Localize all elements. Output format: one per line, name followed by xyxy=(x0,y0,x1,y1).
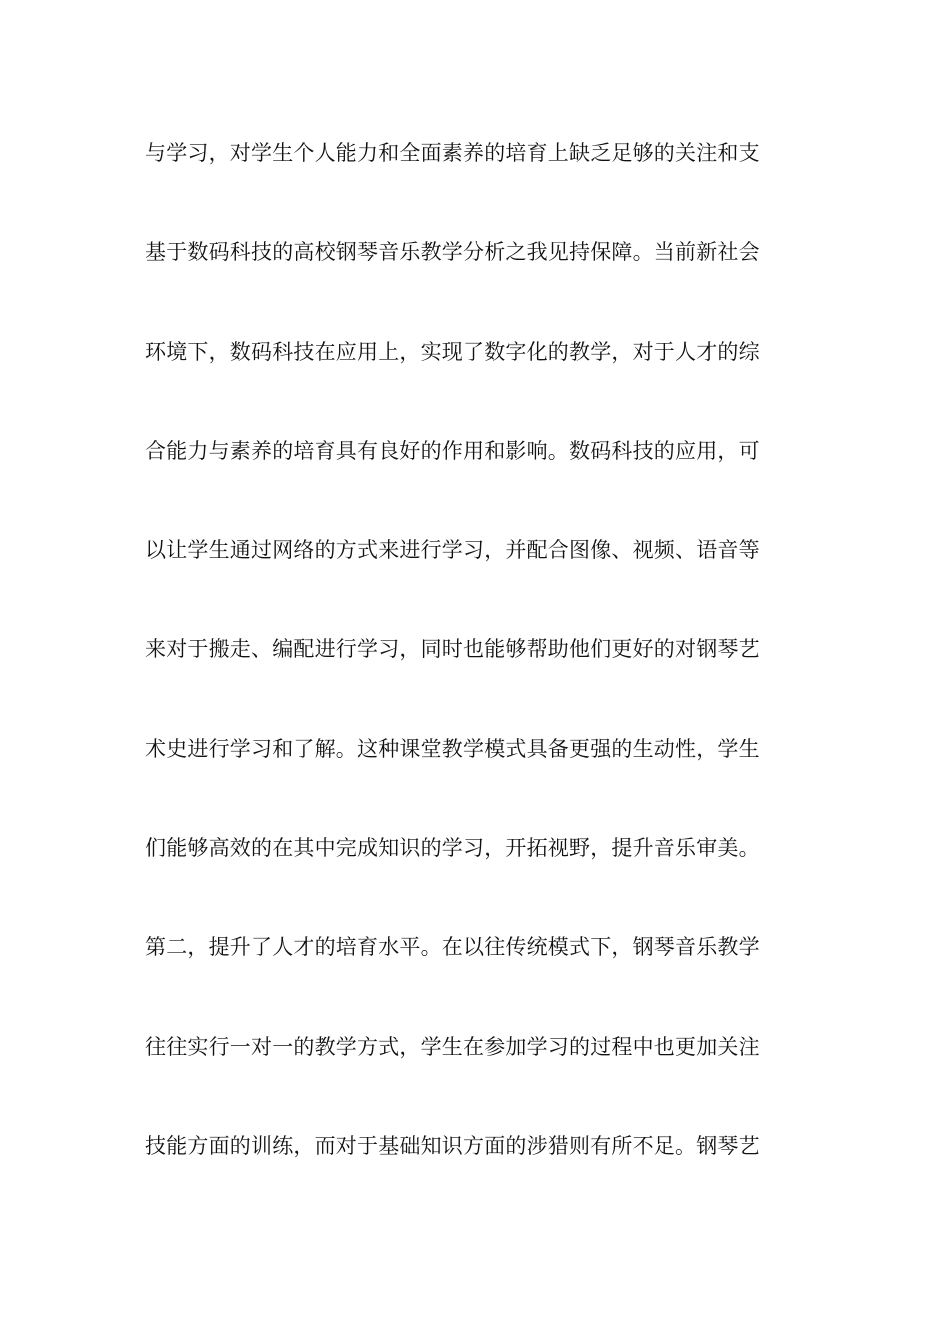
text-line: 环境下，数码科技在应用上，实现了数字化的教学，对于人才的综 xyxy=(145,339,760,364)
text-line: 们能够高效的在其中完成知识的学习，开拓视野，提升音乐审美。 xyxy=(145,836,760,861)
text-line: 技能方面的训练，而对于基础知识方面的涉猎则有所不足。钢琴艺 xyxy=(145,1133,760,1158)
text-line: 往往实行一对一的教学方式，学生在参加学习的过程中也更加关注 xyxy=(145,1034,760,1059)
body-text xyxy=(145,128,810,1220)
text-line: 来对于搬走、编配进行学习，同时也能够帮助他们更好的对钢琴艺 xyxy=(145,637,760,662)
text-line: 第二，提升了人才的培育水平。在以往传统模式下，钢琴音乐教学 xyxy=(145,935,760,960)
text-line: 合能力与素养的培育具有良好的作用和影响。数码科技的应用，可 xyxy=(145,438,760,463)
text-line: 与学习，对学生个人能力和全面素养的培育上缺乏足够的关注和支 xyxy=(145,141,760,165)
text-line: 以让学生通过网络的方式来进行学习，并配合图像、视频、语音等 xyxy=(145,538,760,563)
text-line: 术史进行学习和了解。这种课堂教学模式具备更强的生动性，学生 xyxy=(145,736,760,761)
text-line: 基于数码科技的高校钢琴音乐教学分析之我见持保障。当前新社会 xyxy=(145,240,760,265)
